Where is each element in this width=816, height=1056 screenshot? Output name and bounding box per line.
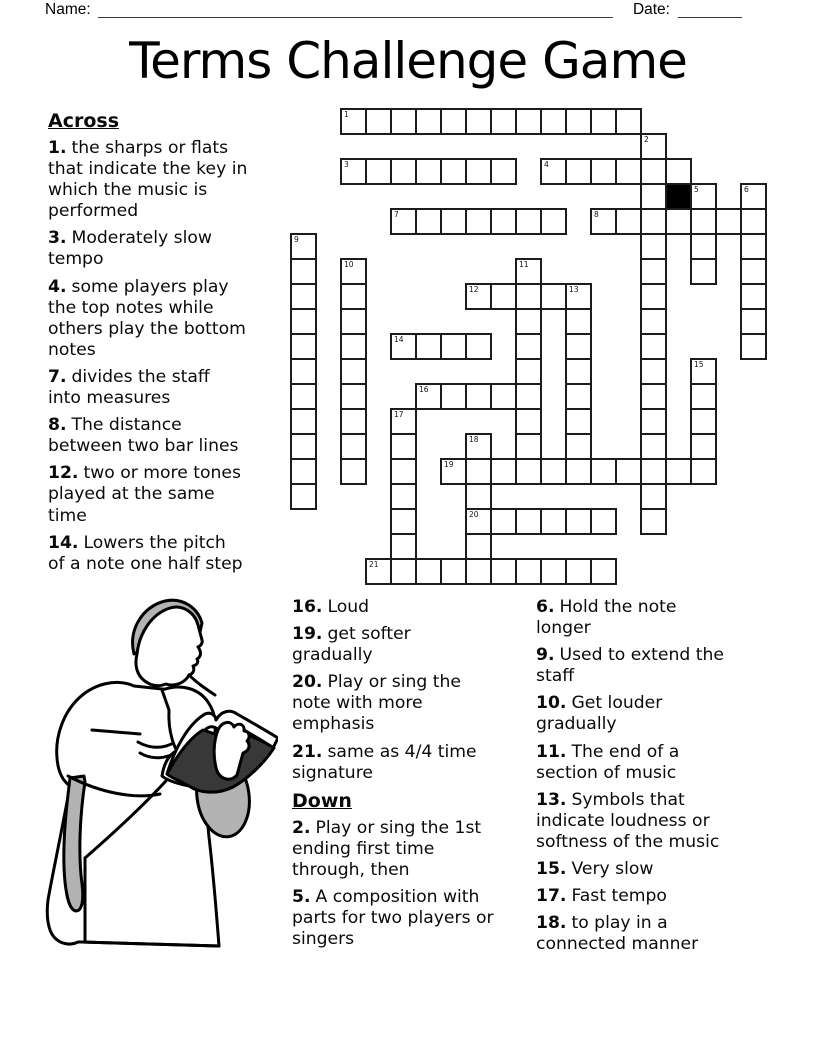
clue-number: 14. [48,532,79,553]
clue: 15. Very slow [536,859,654,880]
grid-cell[interactable] [340,108,367,135]
grid-cell-number: 16 [419,385,429,394]
clue: 18. to play in a connected manner [536,913,699,955]
clue: 16. Loud [292,597,370,617]
grid-cell-number: 11 [519,260,529,269]
grid-cell-number: 13 [569,285,579,294]
grid-cell[interactable] [540,558,567,585]
grid-cell[interactable] [740,308,767,335]
grid-cell[interactable] [440,208,467,235]
grid-cell-number: 10 [344,260,354,269]
grid-cell[interactable] [290,333,317,360]
grid-cell[interactable] [515,208,542,235]
grid-cell[interactable] [440,458,467,485]
grid-cell-number: 4 [544,160,549,169]
grid-cell[interactable] [740,258,767,285]
across-heading: Across [48,110,120,132]
grid-cell[interactable] [640,183,667,210]
clue: 21. same as 4/4 time signature [292,741,477,783]
clue-number: 11. [536,741,567,762]
grid-cell[interactable] [465,108,492,135]
grid-cell-number: 15 [694,360,704,369]
grid-cell[interactable] [465,458,492,485]
grid-cell[interactable] [290,233,317,260]
clue: 3. Moderately slow tempo [48,228,212,270]
grid-cell[interactable] [465,433,492,460]
grid-cell[interactable] [540,508,567,535]
grid-cell[interactable] [615,158,642,185]
grid-cell-number: 20 [469,510,479,519]
grid-cell[interactable] [515,408,542,435]
grid-cell[interactable] [390,433,417,460]
clue-number: 4. [48,276,67,297]
grid-cell[interactable] [390,108,417,135]
grid-cell[interactable] [740,183,767,210]
grid-cell[interactable] [515,308,542,335]
name-label: Name: [45,1,91,18]
grid-cell[interactable] [715,208,742,235]
grid-cell[interactable] [440,383,467,410]
clue-number: 13. [536,789,567,810]
clue: 14. Lowers the pitch of a note one half step [48,532,243,574]
grid-cell[interactable] [490,208,517,235]
clue-number: 8. [48,415,67,436]
grid-cell[interactable] [515,433,542,460]
grid-cell[interactable] [515,333,542,360]
grid-cell[interactable] [640,433,667,460]
grid-cell[interactable] [490,558,517,585]
grid-cell[interactable] [640,408,667,435]
grid-cell-number: 14 [394,335,404,344]
clue: 13. Symbols that indicate loudness or softness of the music [536,789,720,852]
grid-cell[interactable] [640,233,667,260]
grid-cell[interactable] [540,458,567,485]
grid-cell[interactable] [390,158,417,185]
grid-cell[interactable] [690,183,717,210]
grid-cell[interactable] [390,333,417,360]
clue-number: 3. [48,228,67,249]
grid-cell[interactable] [465,383,492,410]
grid-cell[interactable] [615,458,642,485]
grid-cell[interactable] [565,158,592,185]
grid-cell[interactable] [465,158,492,185]
clue: 12. two or more tones played at the same time [48,463,241,526]
clue-number: 15. [536,859,567,880]
grid-cell[interactable] [640,133,667,160]
crossword-grid [290,108,769,587]
grid-cell[interactable] [615,108,642,135]
grid-cell-number: 6 [744,185,749,194]
grid-cell[interactable] [340,458,367,485]
grid-cell[interactable] [640,333,667,360]
grid-cell-number: 8 [594,210,599,219]
grid-cell-number: 9 [294,235,299,244]
grid-cell[interactable] [490,383,517,410]
page-title: Terms Challenge Game [129,32,687,90]
grid-cell[interactable] [565,433,592,460]
grid-cell[interactable] [390,508,417,535]
grid-cell[interactable] [515,108,542,135]
clue-number: 16. [292,597,323,617]
grid-cell[interactable] [390,458,417,485]
grid-cell[interactable] [490,158,517,185]
grid-cell[interactable] [690,208,717,235]
grid-cell-number: 18 [469,435,479,444]
grid-cell[interactable] [440,333,467,360]
grid-cell[interactable] [690,233,717,260]
grid-cell[interactable] [590,158,617,185]
grid-cell[interactable] [465,533,492,560]
grid-cell[interactable] [290,458,317,485]
grid-cell[interactable] [440,558,467,585]
grid-cell[interactable] [640,383,667,410]
clue-number: 17. [536,886,567,907]
grid-cell-number: 12 [469,285,479,294]
grid-cell[interactable] [340,383,367,410]
clue-number: 5. [292,887,311,908]
grid-cell[interactable] [515,558,542,585]
grid-cell[interactable] [640,258,667,285]
grid-cell[interactable] [465,333,492,360]
grid-cell[interactable] [565,333,592,360]
grid-cell[interactable] [565,408,592,435]
grid-cell-number: 1 [344,110,349,119]
grid-cell[interactable] [290,283,317,310]
grid-cell[interactable] [465,508,492,535]
grid-cell[interactable] [340,433,367,460]
grid-cell-number: 21 [369,560,379,569]
grid-cell[interactable] [565,358,592,385]
grid-cell[interactable] [665,208,692,235]
grid-cell[interactable] [290,383,317,410]
grid-cell[interactable] [565,383,592,410]
clue-number: 12. [48,463,79,484]
clue: 20. Play or sing the note with more emphasis [292,672,462,735]
grid-cell[interactable] [690,408,717,435]
clue-number: 21. [292,741,323,762]
clue: 9. Used to extend the staff [536,645,724,687]
grid-cell-number: 2 [644,135,649,144]
grid-cell[interactable] [390,533,417,560]
middle-clues-column [292,597,534,956]
clue: 19. get softer gradually [292,624,411,666]
clue-number: 1. [48,138,67,158]
across-clues-column [48,110,290,581]
grid-cell[interactable] [415,108,442,135]
grid-cell[interactable] [640,308,667,335]
header-row [45,1,742,19]
date-input-line[interactable] [678,4,742,18]
grid-cell[interactable] [390,483,417,510]
clue: 6. Hold the note longer [536,597,677,639]
grid-cell[interactable] [415,558,442,585]
grid-cell[interactable] [515,508,542,535]
clue-number: 19. [292,624,323,645]
grid-cell[interactable] [340,258,367,285]
grid-cell[interactable] [340,308,367,335]
grid-cell[interactable] [440,158,467,185]
grid-cell[interactable] [340,283,367,310]
grid-cell[interactable] [590,558,617,585]
grid-cell[interactable] [640,208,667,235]
clue: 4. some players play the top notes while others play the bottom notes [48,276,246,360]
grid-cell[interactable] [665,158,692,185]
grid-cell-number: 7 [394,210,399,219]
grid-cell[interactable] [515,283,542,310]
grid-cell[interactable] [340,358,367,385]
grid-cell[interactable] [640,283,667,310]
grid-cell-number: 19 [444,460,454,469]
grid-cell[interactable] [340,333,367,360]
grid-cell[interactable] [515,258,542,285]
grid-cell[interactable] [415,158,442,185]
grid-cell[interactable] [640,458,667,485]
grid-cell[interactable] [390,408,417,435]
clue: 17. Fast tempo [536,886,667,907]
clue-number: 18. [536,913,567,934]
down-clues-6-18 [536,597,784,955]
grid-cell[interactable] [340,408,367,435]
across-clues-1-14 [48,138,290,575]
grid-cell[interactable] [340,158,367,185]
clue: 10. Get louder gradually [536,693,663,735]
grid-cell[interactable] [390,558,417,585]
grid-cell[interactable] [490,283,517,310]
clue: 5. A composition with parts for two players or singers [292,887,494,950]
name-input-line[interactable] [98,4,613,18]
grid-cell[interactable] [515,458,542,485]
grid-cell[interactable] [465,208,492,235]
clue-number: 7. [48,366,67,387]
grid-cell[interactable] [565,108,592,135]
grid-cell[interactable] [690,433,717,460]
grid-cell[interactable] [590,208,617,235]
grid-black-cell [665,183,692,210]
grid-cell[interactable] [465,558,492,585]
grid-cell[interactable] [290,408,317,435]
grid-cell[interactable] [390,208,417,235]
grid-cell[interactable] [565,283,592,310]
grid-cell[interactable] [515,358,542,385]
grid-cell[interactable] [740,233,767,260]
across-clues-16-21 [292,597,534,784]
grid-cell[interactable] [640,158,667,185]
grid-cell[interactable] [490,508,517,535]
grid-cell[interactable] [415,383,442,410]
grid-cell[interactable] [590,108,617,135]
grid-cell[interactable] [540,208,567,235]
monk-reading-illustration [22,590,278,968]
grid-cell-number: 5 [694,185,699,194]
grid-cell[interactable] [290,483,317,510]
grid-cell-number: 3 [344,160,349,169]
grid-cell[interactable] [365,558,392,585]
grid-cell[interactable] [415,333,442,360]
clue: 2. Play or sing the 1st ending first time through, then [292,817,482,880]
clue-number: 6. [536,597,555,617]
clue-number: 20. [292,672,323,693]
clue-number: 10. [536,693,567,714]
grid-cell[interactable] [465,483,492,510]
grid-cell[interactable] [515,383,542,410]
grid-cell[interactable] [690,383,717,410]
grid-cell[interactable] [490,108,517,135]
grid-cell[interactable] [590,508,617,535]
grid-cell[interactable] [365,158,392,185]
grid-cell[interactable] [690,358,717,385]
grid-cell[interactable] [590,458,617,485]
grid-cell[interactable] [440,108,467,135]
grid-cell[interactable] [665,458,692,485]
grid-cell[interactable] [640,483,667,510]
grid-cell[interactable] [740,208,767,235]
date-label: Date: [632,1,670,18]
clue-number: 9. [536,645,555,666]
grid-cell[interactable] [540,108,567,135]
grid-cell[interactable] [290,258,317,285]
right-clues-column [536,597,784,961]
grid-cell[interactable] [690,258,717,285]
grid-cell[interactable] [365,108,392,135]
grid-cell[interactable] [565,458,592,485]
grid-cell[interactable] [290,358,317,385]
grid-cell[interactable] [740,333,767,360]
grid-cell-number: 17 [394,410,404,419]
grid-cell[interactable] [540,283,567,310]
grid-cell[interactable] [565,558,592,585]
down-heading: Down [292,789,352,812]
grid-cell[interactable] [565,508,592,535]
grid-cell[interactable] [565,308,592,335]
grid-cell[interactable] [490,458,517,485]
clue-number: 2. [292,817,311,838]
grid-cell[interactable] [415,208,442,235]
clue: 1. the sharps or flats that indicate the key in which the music is performed [48,138,248,222]
grid-cell[interactable] [290,433,317,460]
clue: 11. The end of a section of music [536,741,680,783]
clue: 8. The distance between two bar lines [48,415,239,457]
grid-cell[interactable] [615,208,642,235]
clue: 7. divides the staff into measures [48,366,210,409]
grid-cell[interactable] [465,283,492,310]
grid-cell[interactable] [640,508,667,535]
grid-cell[interactable] [540,158,567,185]
grid-cell[interactable] [740,283,767,310]
down-clues-2-5 [292,818,534,951]
grid-cell[interactable] [290,308,317,335]
grid-cell[interactable] [690,458,717,485]
grid-cell[interactable] [640,358,667,385]
